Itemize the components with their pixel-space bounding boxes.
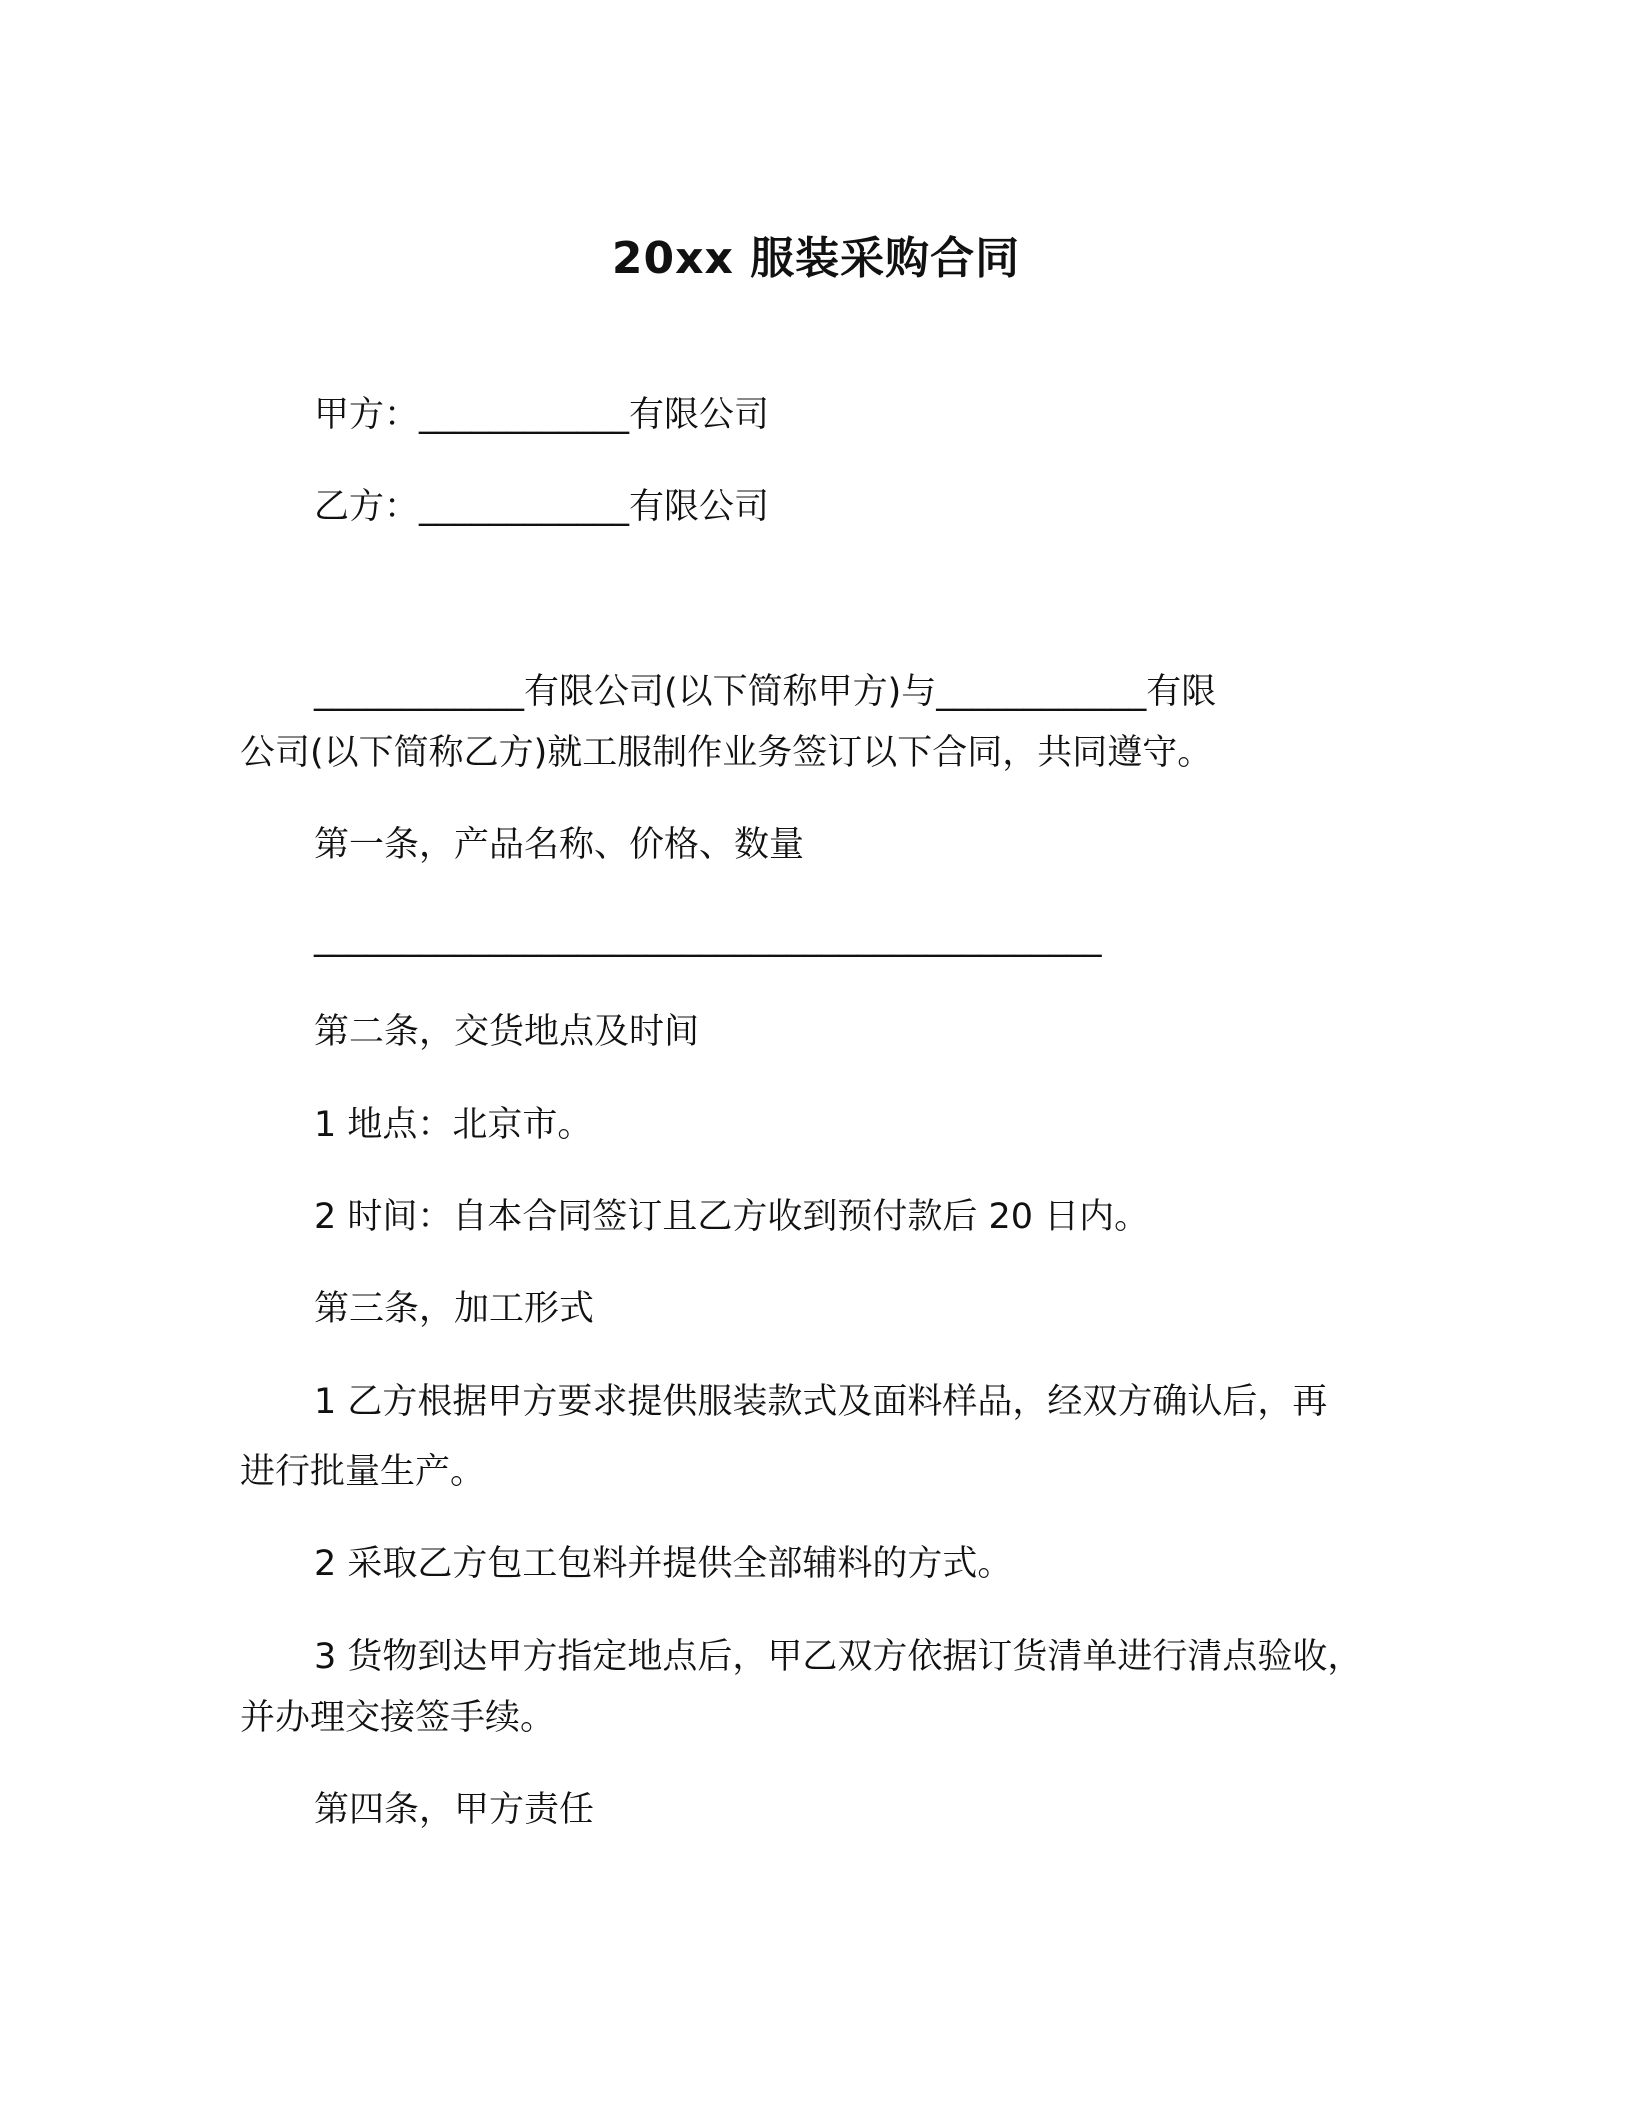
article-2-item-1: 1 地点：北京市。	[314, 1105, 593, 1145]
article-3-heading: 第三条，加工形式	[314, 1289, 595, 1329]
document-title: 20xx 服装采购合同	[611, 233, 1021, 284]
article-4-heading: 第四条，甲方责任	[314, 1790, 595, 1830]
party-b-line: 乙方：____________有限公司	[314, 487, 770, 527]
article-3-item-1-line-2: 进行批量生产。	[240, 1452, 486, 1492]
intro-paragraph-line-2: 公司(以下简称乙方)就工服制作业务签订以下合同，共同遵守。	[240, 733, 1213, 773]
article-2-heading: 第二条，交货地点及时间	[314, 1012, 700, 1052]
article-3-item-3-line-1: 3 货物到达甲方指定地点后，甲乙双方依据订货清单进行清点验收，	[314, 1637, 1363, 1677]
intro-paragraph-line-1: ____________有限公司(以下简称甲方)与____________有限	[314, 672, 1217, 712]
article-2-item-2: 2 时间：自本合同签订且乙方收到预付款后 20 日内。	[314, 1197, 1150, 1237]
party-a-line: 甲方：____________有限公司	[314, 395, 770, 435]
article-3-item-3-line-2: 并办理交接签手续。	[240, 1698, 556, 1738]
article-1-blank-line: _____________________________________________	[314, 918, 1102, 958]
article-3-item-2: 2 采取乙方包工包料并提供全部辅料的方式。	[314, 1544, 1013, 1584]
article-1-heading: 第一条，产品名称、价格、数量	[314, 825, 805, 865]
article-3-item-1-line-1: 1 乙方根据甲方要求提供服装款式及面料样品，经双方确认后，再	[314, 1382, 1328, 1422]
